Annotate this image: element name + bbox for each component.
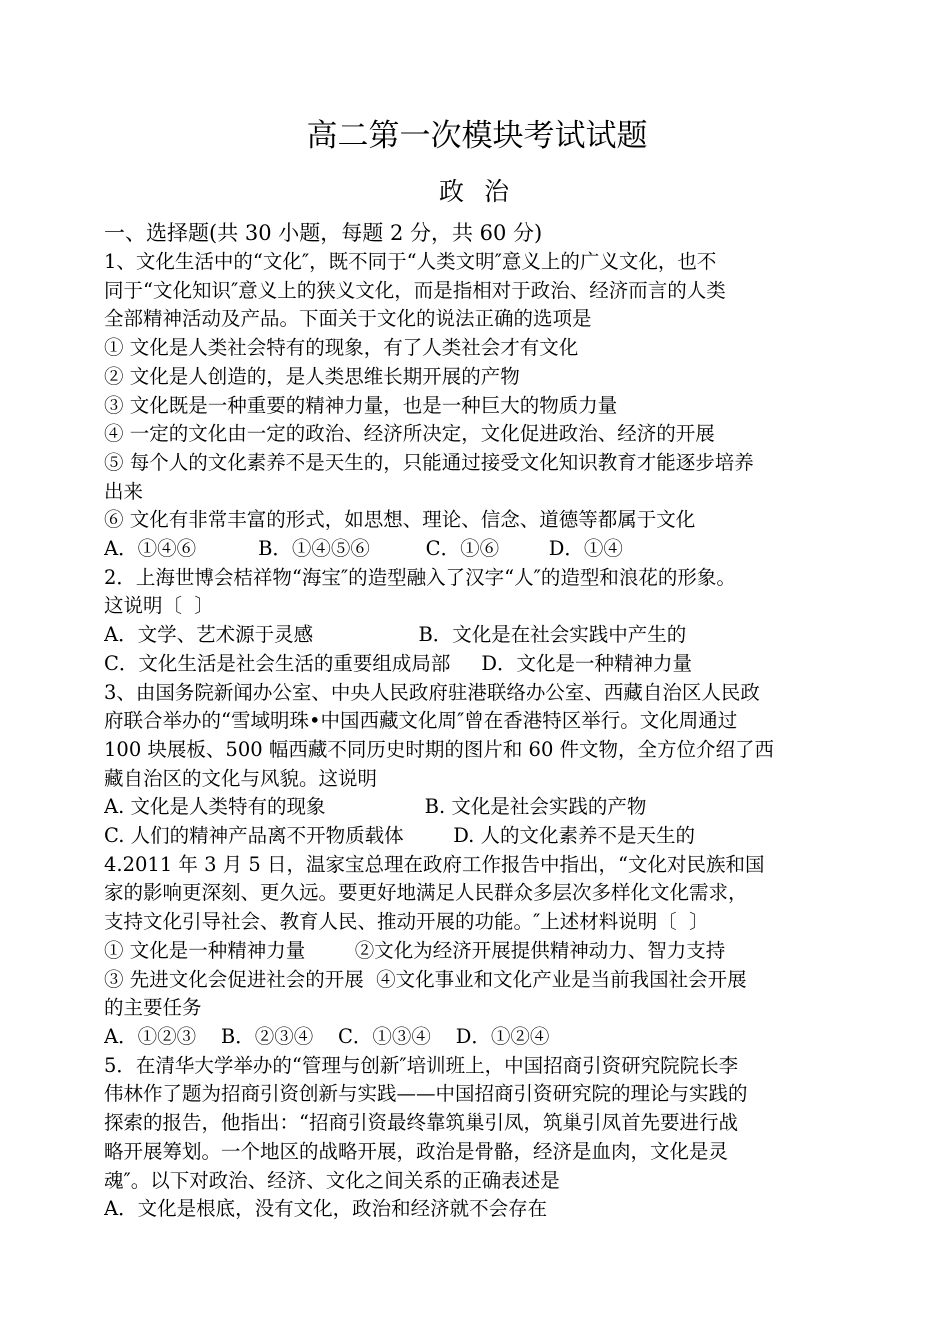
text-line: 的主要任务 xyxy=(104,996,202,1020)
text-line: A. 文化是人类特有的现象 B. 文化是社会实践的产物 xyxy=(104,795,647,819)
text-line: 3、由国务院新闻办公室、中央人民政府驻港联络办公室、西藏自治区人民政 xyxy=(104,680,760,704)
text-line: A．文学、艺术源于灵感 B．文化是在社会实践中产生的 xyxy=(104,623,687,647)
text-line: 4.2011 年 3 月 5 日，温家宝总理在政府工作报告中指出，“文化对民族和国 xyxy=(104,852,765,876)
text-line: ③ 先进文化会促进社会的开展 ④文化事业和文化产业是当前我国社会开展 xyxy=(104,967,747,991)
text-line: A．①④⑥ B．①④⑤⑥ C．①⑥ D．①④ xyxy=(104,537,623,561)
text-line: 2．上海世博会桔祥物“海宝″的造型融入了汉字“人″的造型和浪花的形象。 xyxy=(104,565,736,589)
text-line: 5．在清华大学举办的“管理与创新″培训班上，中国招商引资研究院院长李 xyxy=(104,1053,739,1077)
text-line: 府联合举办的“雪域明珠•中国西藏文化周″曾在香港特区举行。文化周通过 xyxy=(104,709,738,733)
text-line: 略开展筹划。一个地区的战略开展，政治是骨骼，经济是血肉，文化是灵 xyxy=(104,1139,729,1163)
text-line: 全部精神活动及产品。下面关于文化的说法正确的选项是 xyxy=(104,307,592,331)
text-line: 100 块展板、500 幅西藏不同历史时期的图片和 60 件文物，全方位介绍了西 xyxy=(104,737,775,761)
text-line: ⑥ 文化有非常丰富的形式，如思想、理论、信念、道德等都属于文化 xyxy=(104,508,696,532)
text-line: 魂″。以下对政治、经济、文化之间关系的正确表述是 xyxy=(104,1168,560,1192)
question-body xyxy=(104,248,850,1224)
subject-title: 政 治 xyxy=(439,177,515,206)
text-line: A．①②③ B．②③④ C．①③④ D．①②④ xyxy=(104,1024,550,1048)
text-line: A．文化是根底，没有文化，政治和经济就不会存在 xyxy=(104,1197,548,1221)
text-line: C．文化生活是社会生活的重要组成局部 D．文化是一种精神力量 xyxy=(104,651,693,675)
text-line: ③ 文化既是一种重要的精神力量，也是一种巨大的物质力量 xyxy=(104,393,618,417)
text-line: ⑤ 每个人的文化素养不是天生的，只能通过接受文化知识教育才能逐步培养 xyxy=(104,450,754,474)
text-line: 出来 xyxy=(104,479,144,503)
text-line: 支持文化引导社会、教育人民、推动开展的功能。″上述材料说明〔 〕 xyxy=(104,910,709,934)
text-line: ② 文化是人创造的，是人类思维长期开展的产物 xyxy=(104,364,520,388)
text-line: 家的影响更深刻、更久远。要更好地满足人民群众多层次多样化文化需求， xyxy=(104,881,748,905)
exam-title: 高二第一次模块考试试题 xyxy=(306,118,648,154)
text-line: 藏自治区的文化与风貌。这说明 xyxy=(104,766,378,790)
text-line: 这说明〔 〕 xyxy=(104,594,214,618)
text-line: C. 人们的精神产品离不开物质载体 D. 人的文化素养不是天生的 xyxy=(104,824,696,848)
text-line: ① 文化是一种精神力量 ②文化为经济开展提供精神动力、智力支持 xyxy=(104,938,726,962)
text-line: ① 文化是人类社会特有的现象，有了人类社会才有文化 xyxy=(104,336,579,360)
text-line: ④ 一定的文化由一定的政治、经济所决定，文化促进政治、经济的开展 xyxy=(104,422,715,446)
text-line: 伟林作了题为招商引资创新与实践——中国招商引资研究院的理论与实践的 xyxy=(104,1082,748,1106)
text-line: 1、文化生活中的“文化″，既不同于“人类文明″意义上的广义文化，也不 xyxy=(104,250,717,273)
section-heading: 一、选择题(共 30 小题，每题 2 分，共 60 分) xyxy=(104,221,543,245)
text-line: 同于“文化知识″意义上的狭义文化，而是指相对于政治、经济而言的人类 xyxy=(104,278,726,302)
text-line: 探索的报告，他指出：“招商引资最终靠筑巢引凤，筑巢引凤首先要进行战 xyxy=(104,1111,738,1135)
